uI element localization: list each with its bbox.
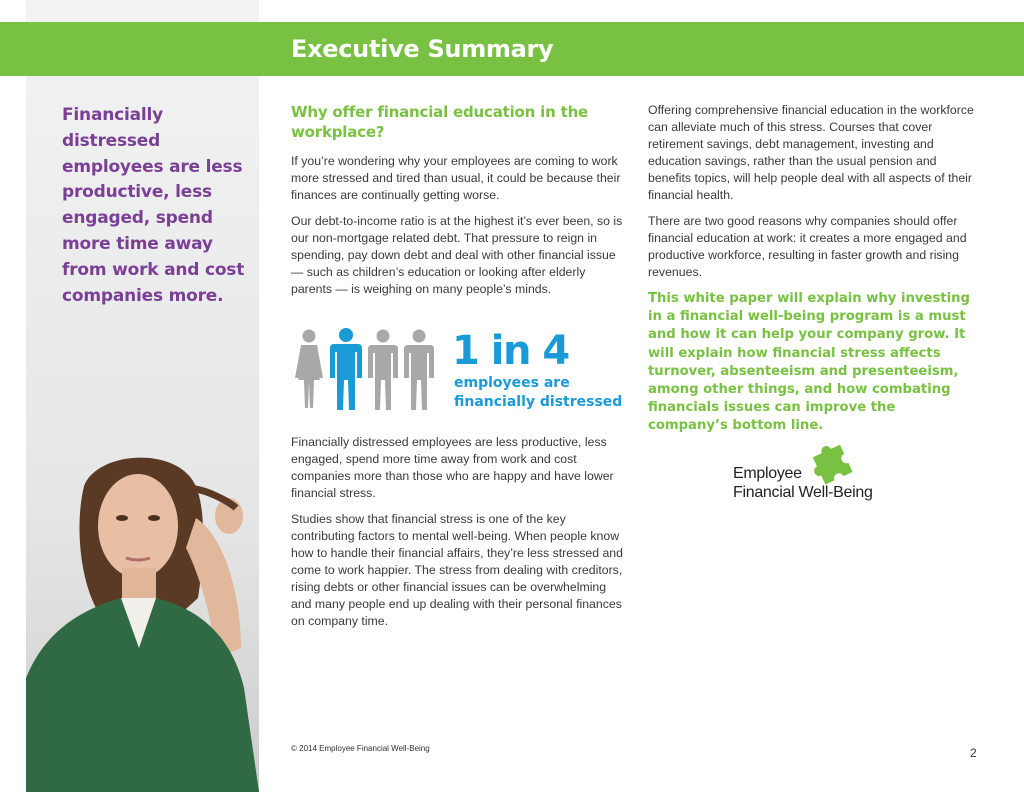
logo <box>730 436 900 508</box>
stat-label: employees are financially distressed <box>454 375 623 410</box>
paragraph: Financially distressed employees are less productive, less engaged, spend more time away from work and cost companies more than those who are happy and have lower financial stress. <box>291 435 614 500</box>
column-1-top <box>291 102 626 307</box>
highlight-paragraph: This white paper will explain why investing in a financial well-being program is a must and how it can help your company grow. It will explain how financial stress affects turnover, absenteeism and presenteeism, among other things, and how combating financials issues can improve the company’s bottom line. <box>648 291 970 434</box>
footer-copyright: © 2014 Employee Financial Well-Being <box>291 744 430 753</box>
woman-figure-icon <box>295 330 323 409</box>
page-number: 2 <box>970 746 977 760</box>
woman-photo <box>26 448 259 792</box>
man-figure-icon <box>330 328 362 410</box>
page-title: Executive Summary <box>291 35 554 63</box>
paragraph: There are two good reasons why companies should offer financial education at work: it creates a more engaged and productive workforce, resulting in faster growth and rising revenues. <box>648 214 967 279</box>
man-figure-icon <box>404 330 434 411</box>
paragraph: If you’re wondering why your employees are coming to work more stressed and tired than usual, it could be because their finances are continually getting worse. <box>291 154 621 202</box>
column-2 <box>648 102 978 445</box>
logo-line-1: Employee <box>733 465 802 482</box>
column-1-bottom <box>291 434 626 639</box>
paragraph: Offering comprehensive financial education in the workforce can alleviate much of this stress. Courses that cover retirement savings, debt management, investing and education savings, rather than the usual pension and benefits topics, will help people deal with all aspects of their financial health. <box>648 103 974 202</box>
pull-quote: Financially distressed employees are less productive, less engaged, spend more time away from work and cost companies more. <box>62 105 245 306</box>
logo-line-2: Financial Well-Being <box>733 484 873 501</box>
people-figures <box>291 328 441 412</box>
paragraph: Our debt-to-income ratio is at the highest it’s ever been, so is our non-mortgage related debt. That pressure to reign in spending, pay down debt and deal with other financial issue — such as children’s education or looking after elderly parents — is weighing on many people’s minds. <box>291 214 623 296</box>
stat-infographic <box>291 328 621 412</box>
paragraph: Studies show that financial stress is one of the key contributing factors to mental well-being. When people know how to handle their financial affairs, they’re less stressed and come to work happier. The stress from dealing with creditors, rising debts or other financial issues can be overwhelming and many people end up dealing with their personal finances on company time. <box>291 512 623 628</box>
logo-text <box>733 464 873 502</box>
section-subheading: Why offer financial education in the workplace? <box>291 103 589 141</box>
man-figure-icon <box>368 330 398 411</box>
stat-value: 1 in 4 <box>452 328 569 374</box>
